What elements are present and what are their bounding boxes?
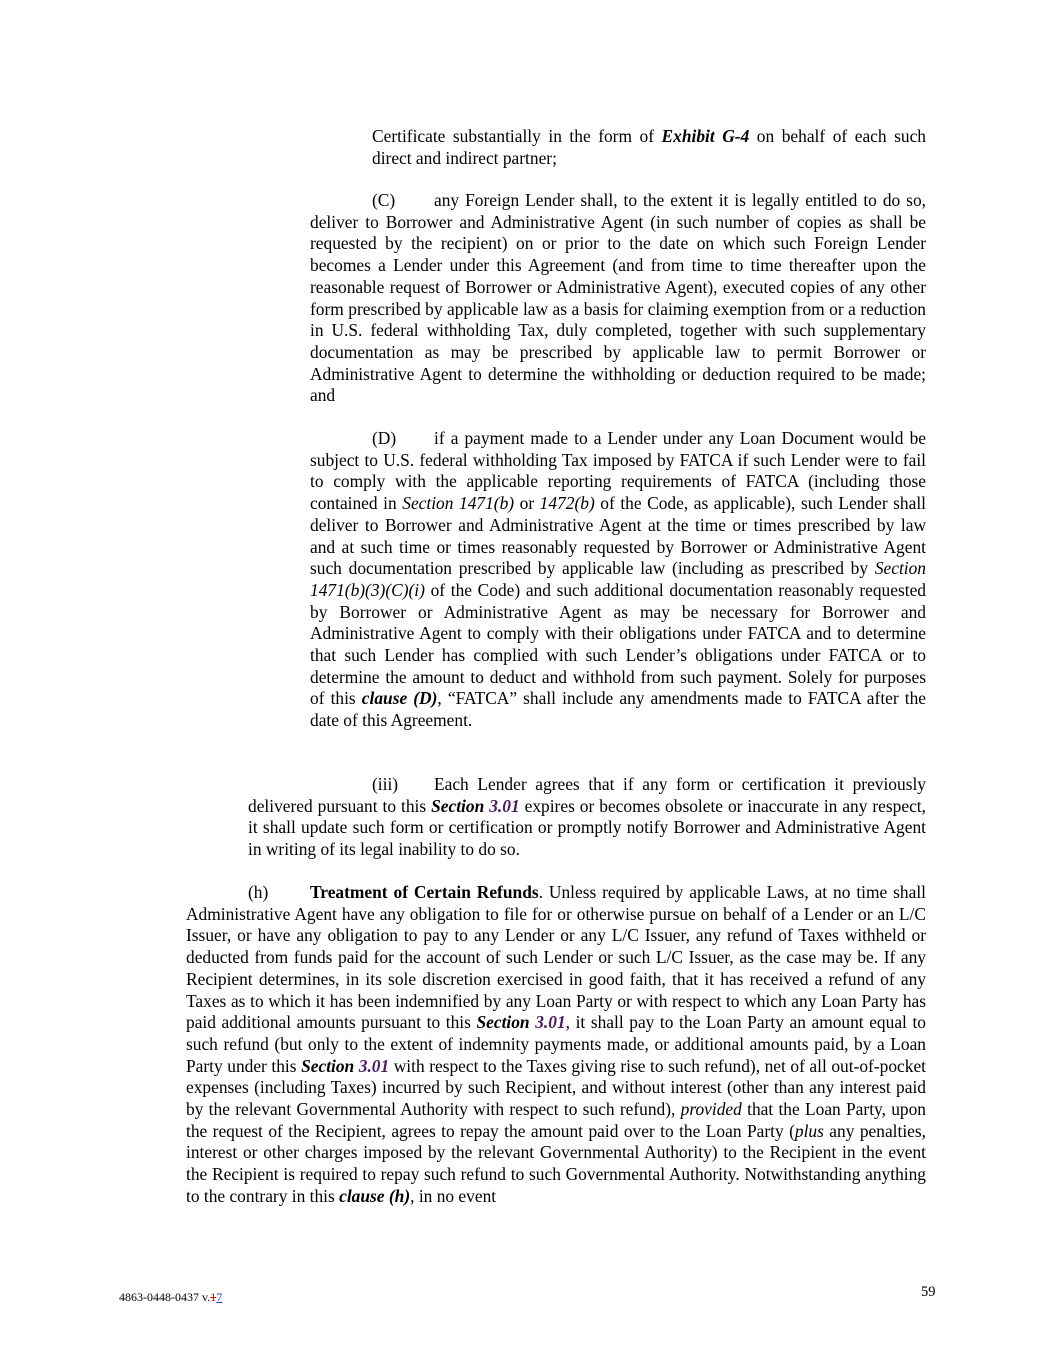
clause-label: (iii) [372, 774, 399, 794]
section-reference: 1472(b) [539, 493, 595, 514]
text-run: , “FATCA” shall include any amendments made to FATCA after the date of this Agreement. [310, 688, 926, 731]
section-reference: Section 1471(b) [402, 493, 515, 514]
paragraph-certificate-continuation [372, 126, 926, 169]
paragraph-clause-h [186, 882, 926, 1208]
text-run: , it shall pay to the Loan Party an amount equal to such refund (but only to the extent of indemnity payments made, or additional amounts paid, by a Loan Party under this [186, 1012, 926, 1076]
clause-heading: Treatment of Certain Refunds [310, 882, 539, 902]
text-run: Certificate substantially in the form of [372, 126, 662, 146]
text-run: . Unless required by applicable Laws, at no time shall Administrative Agent have any obligation to file for or otherwise pursue on behalf of a Lender or an L/C Issuer, or have any obligation to pay to any Lender or any L/C Issuer, any refund of Taxes withheld or deducted from funds paid for the account of such Lender or such L/C Issuer, as the case may be. If any Recipient determines, in its sole discretion exercised in good faith, that it has received a refund of any Taxes as to which it has been indemnified by any Loan Party or with respect to which any Loan Party has paid additional amounts pursuant to this [186, 882, 926, 1033]
text-run: any penalties, interest or other charges imposed by the relevant Governmental Authority) to the Recipient in the event the Recipient is required to repay such refund to such Governmental Authority. Notwithstanding anything to the contrary in this [186, 1120, 927, 1206]
section-reference: Section 1471(b)(3)(C)(i) [310, 558, 926, 600]
text-run: on behalf of each such direct and indirect partner; [372, 126, 926, 168]
text-run: any Foreign Lender shall, to the extent it is legally entitled to do so, deliver to Borrower and Administrative Agent (in such number of copies as shall be requested by the recipient) on or prior to the date on which such Foreign Lender becomes a Lender under this Agreement (and from time to time thereafter upon the reasonable request of Borrower or Administrative Agent), executed copies of any other form prescribed by applicable law as a basis for claiming exemption from or a reduction in U.S. federal withholding Tax, duly completed, together with such supplementary documentation as may be prescribed by applicable law to permit Borrower or Administrative Agent to determine the withholding or deduction required to be made; and [310, 190, 926, 406]
text-run: if a payment made to a Lender under any Loan Document would be subject to U.S. federal withholding Tax imposed by FATCA if such Lender were to fail to comply with the applicable reporting requirements of FATCA (including those contained in [310, 428, 926, 514]
section-reference: Section [476, 1012, 536, 1033]
paragraph-clause-c [310, 190, 926, 407]
footer-doc-id [119, 1290, 222, 1305]
section-number-link[interactable]: 3.01 [358, 1055, 390, 1076]
doc-id-text: 4863-0448-0437 v. [119, 1290, 211, 1304]
page-number: 59 [921, 1284, 936, 1300]
section-reference: Section [431, 795, 490, 816]
emphasis: provided [680, 1099, 742, 1120]
text-run: that the Loan Party, upon the request of the Recipient, agrees to repay the amount paid over to the Loan Party ( [186, 1099, 926, 1141]
text-run: with respect to the Taxes giving rise to such refund), net of all out-of-pocket expenses (including Taxes) incurred by such Recipient, and without interest (other than any interest paid by the relevant Governmental Authority with respect to such refund), [186, 1055, 926, 1120]
section-number-link[interactable]: 3.01 [535, 1012, 566, 1033]
text-run: or [514, 493, 540, 514]
version-deleted: 1 [210, 1290, 217, 1304]
text-run: of the Code) and such additional documentation reasonably requested by Borrower or Administrative Agent as may be necessary for Borrower and Administrative Agent to comply with their obligations under FATCA and to determine that such Lender has complied with such Lender’s obligations under FATCA or to determine the amount to deduct and withhold from such payment. Solely for purposes of this [310, 579, 926, 709]
text-run: , in no event [410, 1185, 497, 1206]
text-run: Each Lender agrees that if any form or certification it previously delivered pursuant to this [248, 774, 926, 816]
section-reference: Section [301, 1055, 359, 1076]
text-run: expires or becomes obsolete or inaccurate in any respect, it shall update such form or certification or promptly notify Borrower and Administrative Agent in writing of its legal inability to do so. [248, 795, 926, 860]
paragraph-clause-iii [248, 774, 926, 861]
text-run: of the Code, as applicable), such Lender shall deliver to Borrower and Administrative Agent at the time or times prescribed by law and at such time or times reasonably requested by Borrower or Administrative Agent such documentation prescribed by applicable law (including as prescribed by [310, 493, 927, 579]
exhibit-reference: Exhibit G-4 [661, 126, 750, 146]
emphasis: plus [794, 1120, 824, 1141]
clause-label: (C) [372, 190, 396, 210]
clause-reference: clause (D) [361, 688, 438, 709]
version-inserted: 7 [216, 1290, 223, 1304]
clause-label: (h) [248, 882, 269, 902]
paragraph-clause-d [310, 428, 926, 732]
clause-reference: clause (h) [339, 1185, 411, 1206]
clause-label: (D) [372, 428, 397, 448]
section-number-link[interactable]: 3.01 [489, 795, 520, 816]
